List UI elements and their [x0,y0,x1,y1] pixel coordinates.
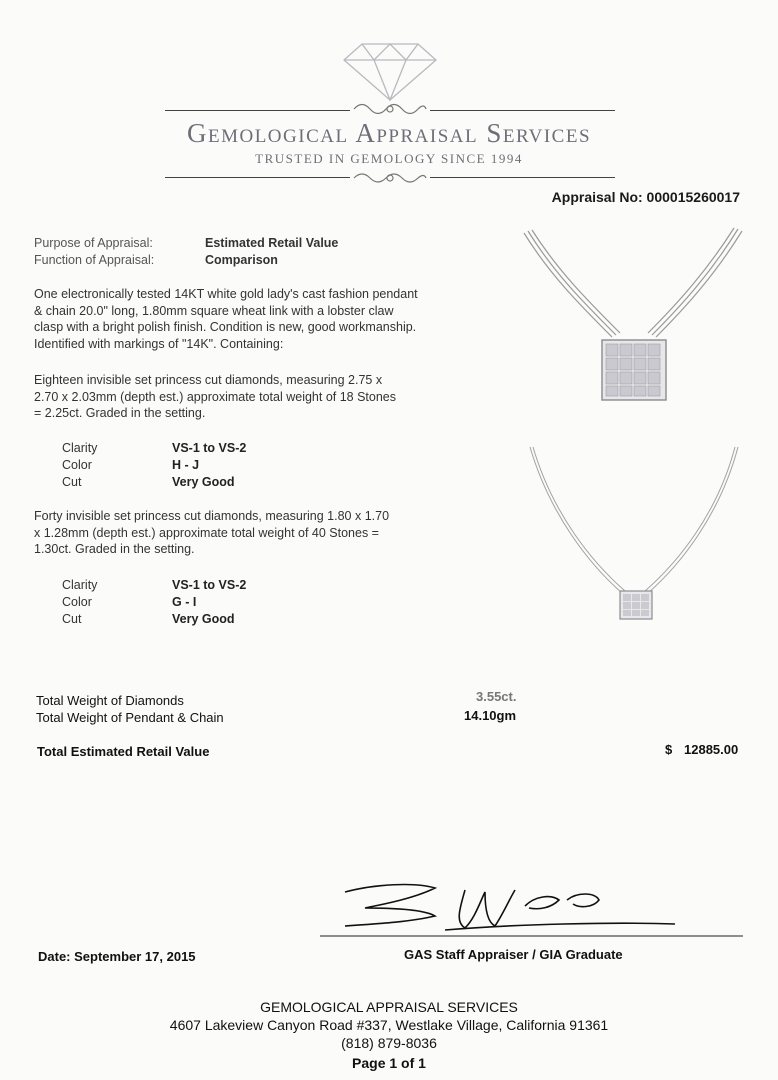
stones-2-line: Forty invisible set princess cut diamonds, measuring 1.80 x 1.70 [34,509,390,523]
stones-1-line: 2.70 x 2.03mm (depth est.) approximate total weight of 18 Stones [34,389,397,404]
purpose-value: Estimated Retail Value [205,236,339,250]
total-diamonds-value: 3.55ct. [476,689,517,704]
purpose-label: Purpose of Appraisal: [34,236,153,250]
logo-rule-top [165,110,350,111]
stones-2-grade-labels [62,577,97,628]
appraiser-title: GAS Staff Appraiser / GIA Graduate [404,947,623,962]
description-line: & chain 20.0" long, 1.80mm square wheat link with a lobster claw [34,303,394,318]
pendant-photo-full [520,445,750,630]
description-line: clasp with a bright polish finish. Condition is new, good workmanship. [34,320,417,334]
function-value: Comparison [205,253,278,267]
stones-1-description [34,372,496,422]
footer-phone: (818) 879-8036 [341,1035,437,1051]
appraisal-number: Appraisal No: 000015260017 [551,189,740,205]
color-value: G - I [172,595,197,609]
bottom-ornament-icon [350,168,430,188]
pendant-photo-closeup [520,225,750,415]
total-diamonds-label: Total Weight of Diamonds [36,693,184,708]
color-label: Color [62,595,92,609]
stones-1-grade-values [172,440,246,491]
retail-currency: $ [665,742,673,757]
retail-value: 12885.00 [684,742,739,757]
item-description [34,286,496,352]
function-label: Function of Appraisal: [34,253,155,267]
stones-2-grade-values [172,577,246,628]
clarity-label: Clarity [62,578,98,592]
stones-1-line: = 2.25ct. Graded in the setting. [34,406,206,420]
cut-value: Very Good [172,475,235,489]
clarity-label: Clarity [62,441,98,455]
cut-label: Cut [62,612,82,626]
color-label: Color [62,458,92,472]
description-line: One electronically tested 14KT white gold lady's cast fashion pendant [34,287,418,301]
logo-rule-top-right [430,110,615,111]
retail-value-label: Total Estimated Retail Value [37,744,210,759]
description-line: Identified with markings of "14K". Containing: [34,336,284,351]
logo-rule-bottom [165,177,350,178]
diamond-logo-icon [340,38,440,102]
color-value: H - J [172,458,200,472]
total-pendant-value: 14.10gm [464,708,517,723]
cut-value: Very Good [172,612,235,626]
stones-2-line: 1.30ct. Graded in the setting. [34,542,195,556]
stones-1-grade-labels [62,440,97,491]
top-ornament-icon [350,98,430,120]
footer-company: GEMOLOGICAL APPRAISAL SERVICES [260,999,518,1015]
stones-1-line: Eighteen invisible set princess cut diamonds, measuring 2.75 x [34,373,383,387]
logo-rule-bottom-right [430,177,615,178]
clarity-value: VS-1 to VS-2 [172,578,247,592]
company-tagline: TRUSTED IN GEMOLOGY SINCE 1994 [255,151,523,166]
signature-date: Date: September 17, 2015 [38,949,196,964]
stones-2-line: x 1.28mm (depth est.) approximate total weight of 40 Stones = [34,525,379,540]
cut-label: Cut [62,475,82,489]
appraiser-signature [315,878,745,940]
total-pendant-label: Total Weight of Pendant & Chain [36,710,224,725]
company-name: Gemological Appraisal Services [186,118,592,148]
clarity-value: VS-1 to VS-2 [172,441,247,455]
page-number: Page 1 of 1 [352,1055,426,1071]
footer-address: 4607 Lakeview Canyon Road #337, Westlake Village, California 91361 [169,1017,609,1033]
stones-2-description [34,508,496,558]
